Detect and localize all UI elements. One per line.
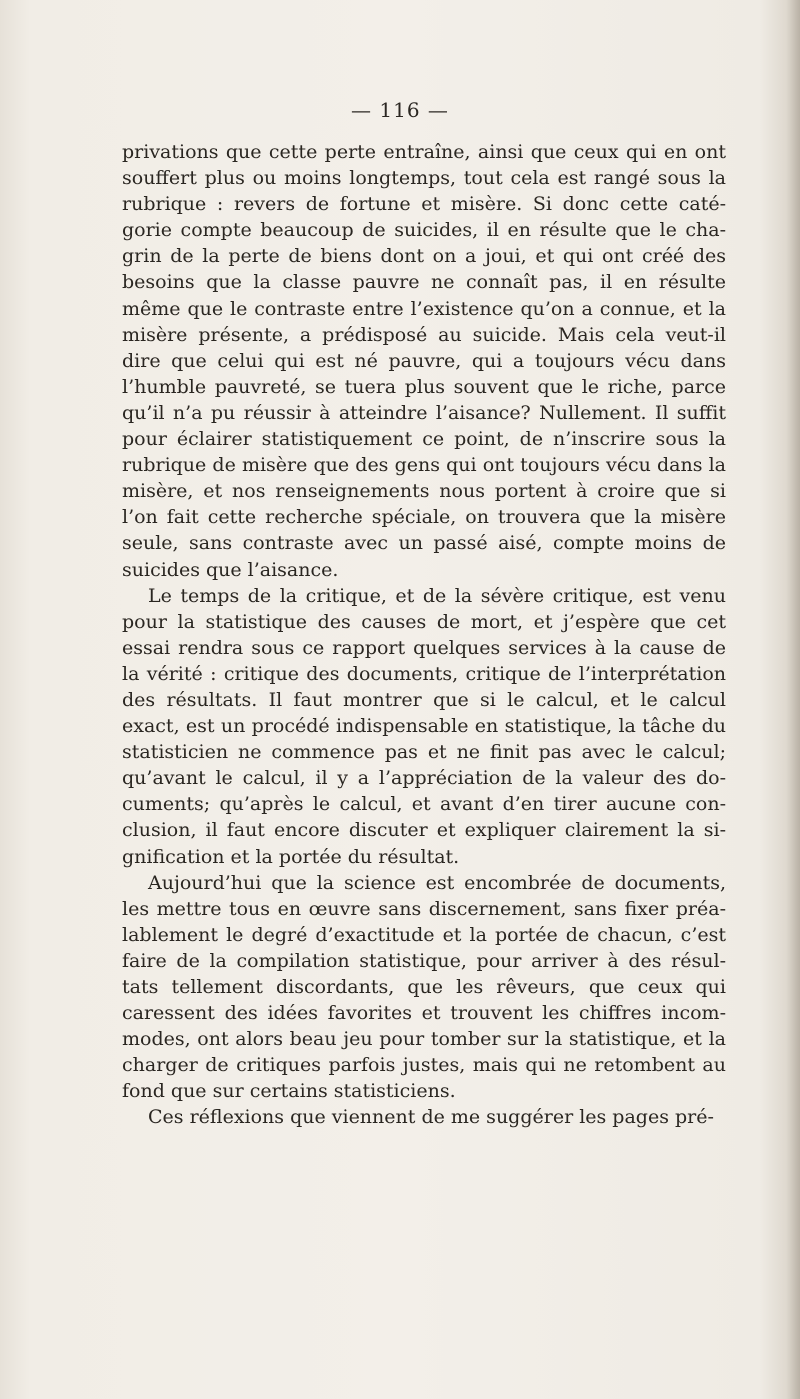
paragraph-1: privations que cette perte entraîne, ainsi que ceux qui en ont souffert plus ou moins longtemps, tout cela est rangé sous la rubrique : revers de fortune et misère. Si donc cette caté-gorie compte beaucoup de suicides, il en résulte que le cha-grin de la perte de biens dont on a joui, et qui ont créé des besoins que la classe pauvre ne connaît pas, il en résulte même que le contraste entre l’existence qu’on a connue, et la misère présente, a prédisposé au suicide. Mais cela veut-il dire que celui qui est né pauvre, qui a toujours vécu dans l’humble pauvreté, se tuera plus souvent que le riche, parce qu’il n’a pu réussir à atteindre l’aisance? Nullement. Il suffit pour éclairer statistiquement ce point, de n’inscrire sous la rubrique de misère que des gens qui ont toujours vécu dans la misère, et nos renseignements nous portent à croire que si l’on fait cette recherche spéciale, on trouvera que la misère seule, sans contraste avec un passé aisé, compte moins de suicides que l’aisance. [122,141,726,581]
page-number-header: — 116 — [351,98,449,122]
body-text [122,139,726,1131]
paragraph-4: Ces réflexions que viennent de me suggérer les pages pré- [148,1106,714,1129]
paragraph-3: Aujourd’hui que la science est encombrée de documents, les mettre tous en œuvre sans discernement, sans fixer préa-lablement le degré d’exactitude et la portée de chacun, c’est faire de la compilation statistique, pour arriver à des résul-tats tellement discordants, que les rêveurs, que ceux qui caressent des idées favorites et trouvent les chiffres incom-modes, ont alors beau jeu pour tomber sur la statistique, et la charger de critiques parfois justes, mais qui ne retombent au fond que sur certains statisticiens. [122,871,726,1103]
page-edge-shadow [786,0,800,1399]
paragraph-2: Le temps de la critique, et de la sévère critique, est venu pour la statistique des causes de mort, et j’espère que cet essai rendra sous ce rapport quelques services à la cause de la vérité : critique des documents, critique de l’interprétation des résultats. Il faut montrer que si le calcul, et le calcul exact, est un procédé indispensable en statistique, la tâche du statisticien ne commence pas et ne finit pas avec le calcul; qu’avant le calcul, il y a l’appréciation de la valeur des do-cuments; qu’après le calcul, et avant d’en tirer aucune con-clusion, il faut encore discuter et expliquer clairement la si-gnification et la portée du résultat. [122,584,726,868]
